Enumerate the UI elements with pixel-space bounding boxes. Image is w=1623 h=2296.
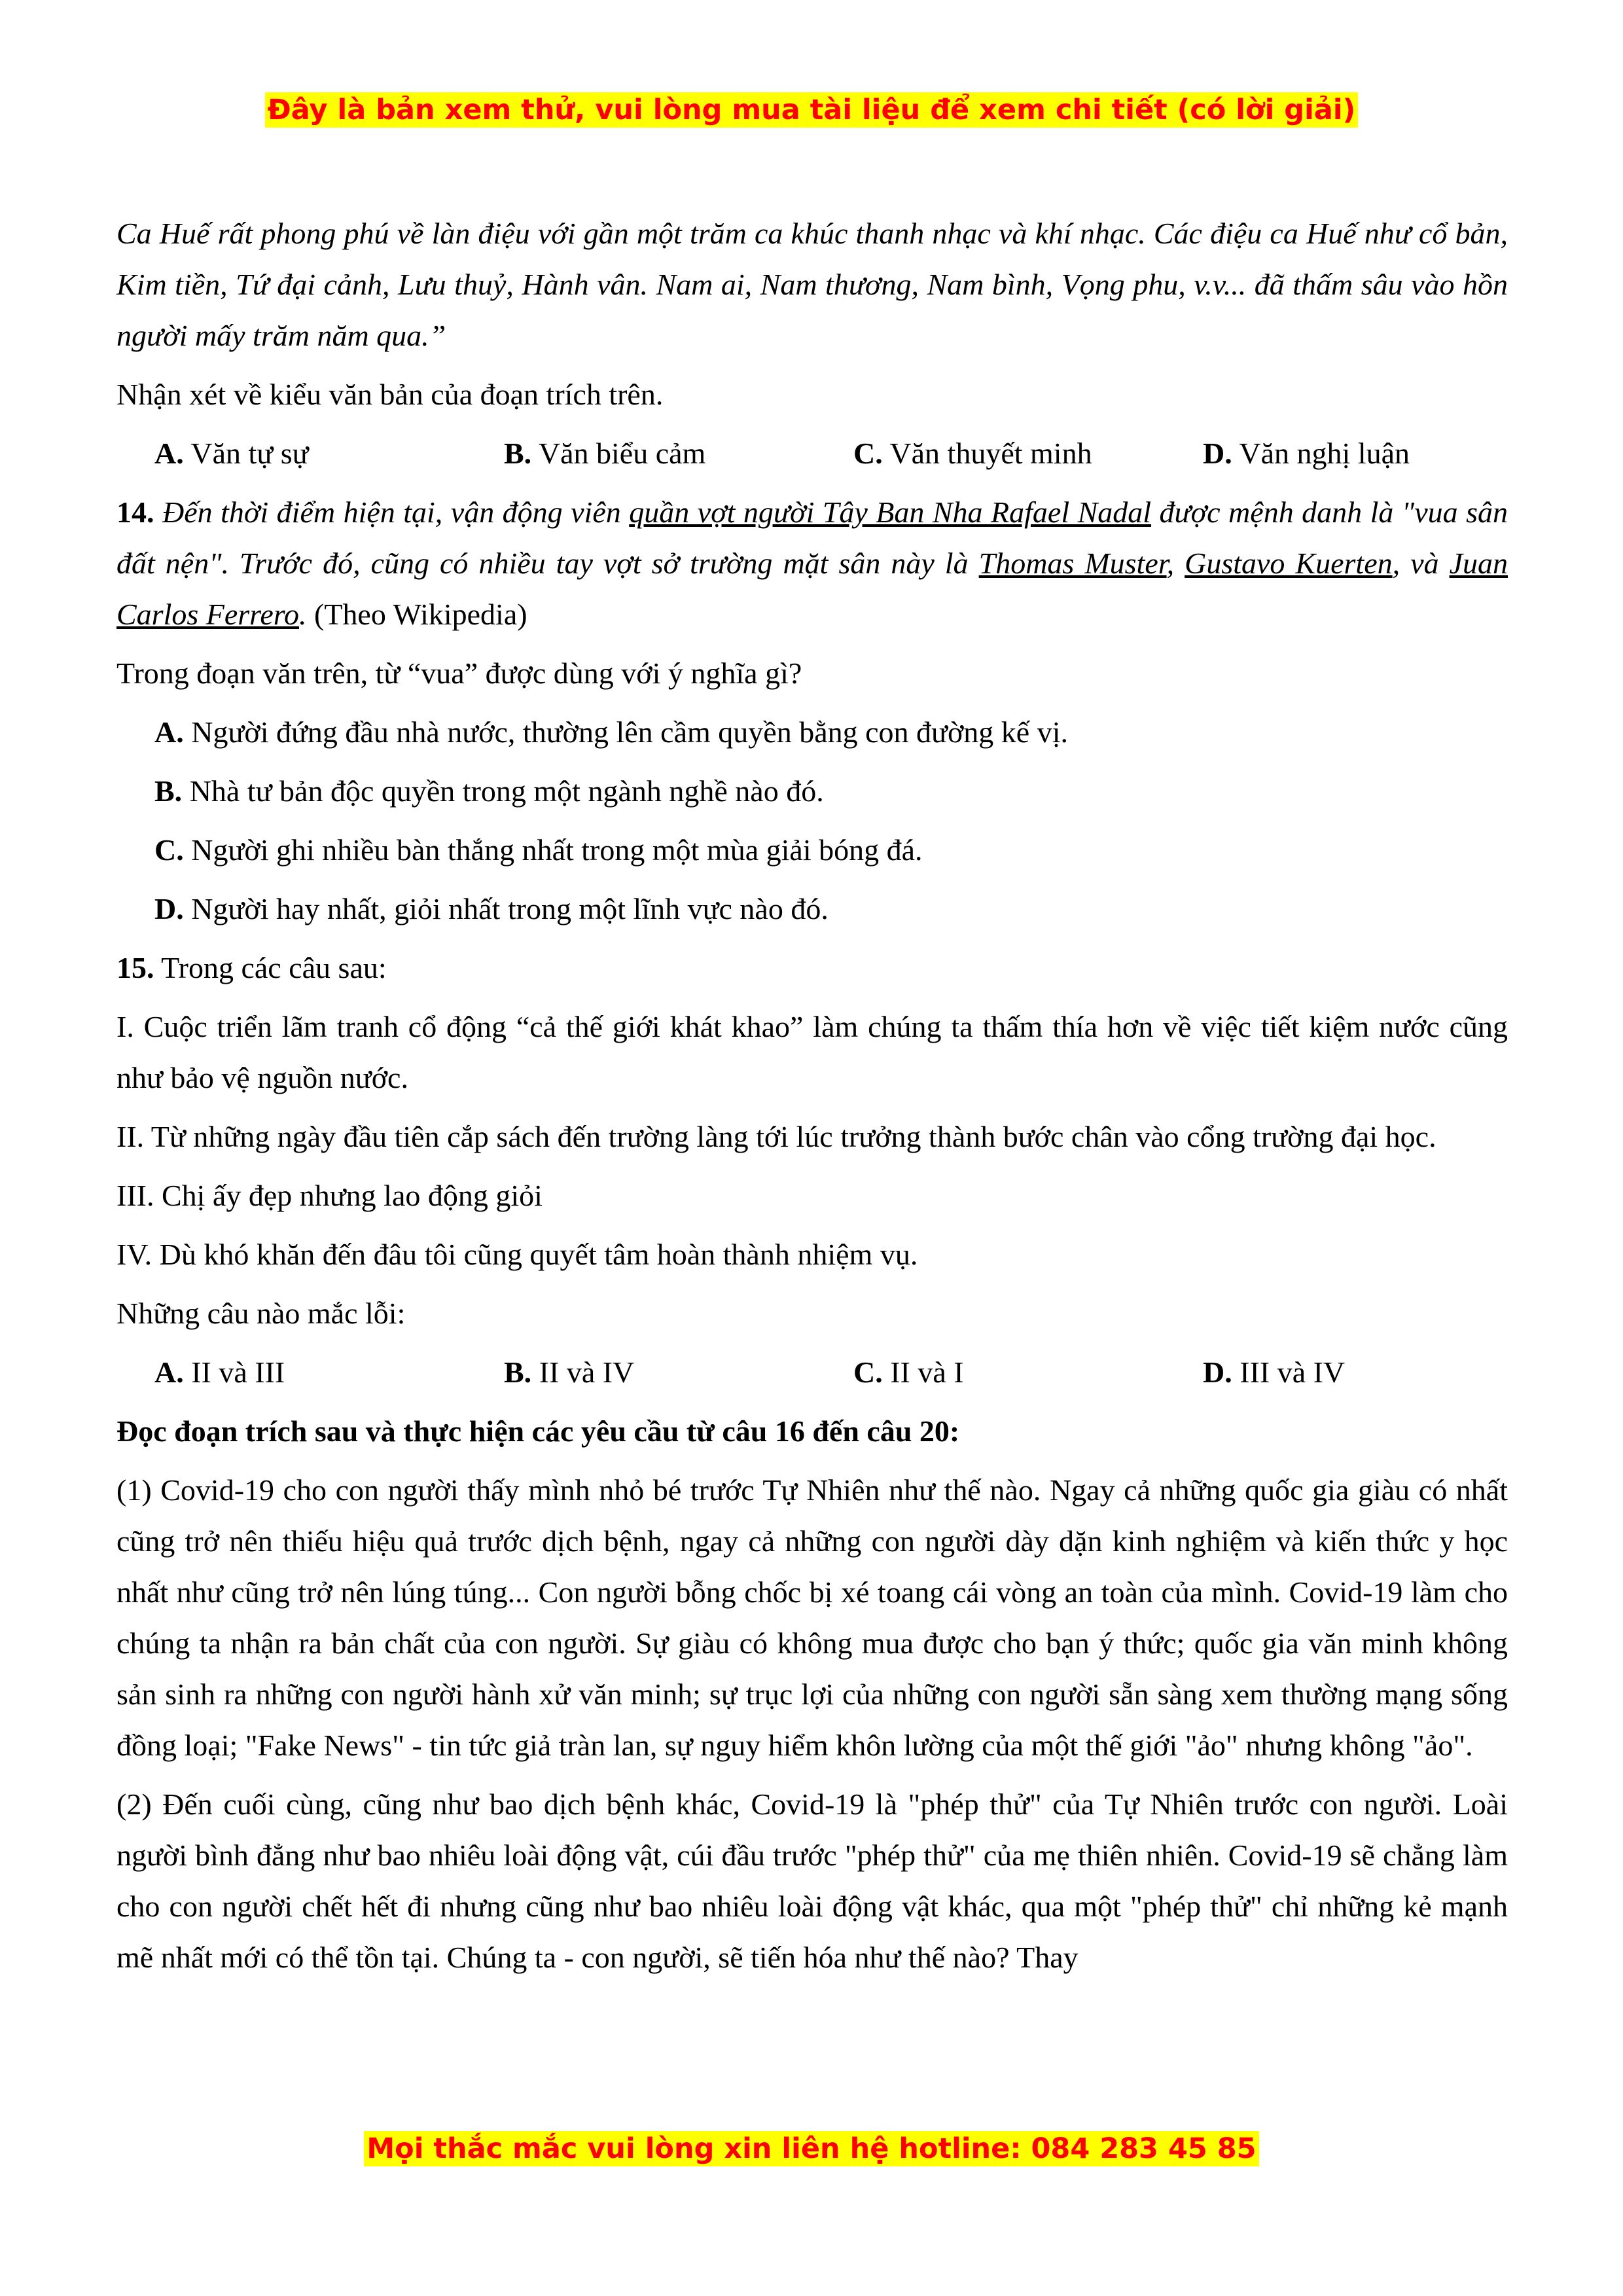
q15-options [154,1347,1508,1398]
q13-option-a[interactable]: A. Văn tự sự [154,437,309,470]
q15-option-b[interactable]: B. II và IV [504,1355,635,1389]
q13-question: Nhận xét về kiểu văn bản của đoạn trích trên. [116,378,664,411]
hotline-notice-text: Mọi thắc mắc vui lòng xin liên hệ hotline: 084 283 45 85 [364,2131,1258,2166]
q14-passage: 14. Đến thời điểm hiện tại, vận động viên quần vợt người Tây Ban Nha Rafael Nadal được mệnh danh là "vua sân đất nện". Trước đó, cũng có nhiều tay vợt sở trường mặt sân này là Thomas Muster, Gustavo Kuerten, và Juan Carlos Ferrero. (Theo Wikipedia) [116,495,1508,631]
link-rafael-nadal[interactable]: quần vợt người Tây Ban Nha Rafael Nadal [629,495,1152,529]
q15-question: Những câu nào mắc lỗi: [116,1297,406,1330]
link-thomas-muster[interactable]: Thomas Muster [978,547,1167,580]
q15-option-d[interactable]: D. III và IV [1203,1355,1346,1389]
q15-sentence-2: II. Từ những ngày đầu tiên cắp sách đến trường làng tới lúc trưởng thành bước chân vào cổng trường đại học. [116,1120,1436,1153]
link-gustavo-kuerten[interactable]: Gustavo Kuerten [1185,547,1393,580]
q14-option-b[interactable]: B. Nhà tư bản độc quyền trong một ngành nghề nào đó. [154,774,824,808]
q14-number: 14. [116,495,154,529]
reading-paragraph-2: (2) Đến cuối cùng, cũng như bao dịch bệnh khác, Covid-19 là "phép thử" của Tự Nhiên trước con người. Loài người bình đẳng như bao nhiêu loài động vật, cúi đầu trước "phép thử" của mẹ thiên nhiên. Covid-19 sẽ chẳng làm cho con người chết hết đi nhưng cũng như bao nhiêu loài động vật khác, qua một "phép thử" chỉ những kẻ mạnh mẽ nhất mới có thể tồn tại. Chúng ta - con người, sẽ tiến hóa như thế nào? Thay [116,1787,1508,1974]
preview-notice-text: Đây là bản xem thử, vui lòng mua tài liệu để xem chi tiết (có lời giải) [265,92,1358,128]
q14-option-a[interactable]: A. Người đứng đầu nhà nước, thường lên cầm quyền bằng con đường kế vị. [154,715,1068,749]
q14-source: (Theo Wikipedia) [306,598,527,631]
q13-option-b[interactable]: B. Văn biểu cảm [504,437,706,470]
q13-options [154,428,1508,479]
hotline-notice-banner [0,2130,1623,2167]
document-content [116,208,1508,1991]
q13-passage: Ca Huế rất phong phú về làn điệu với gần một trăm ca khúc thanh nhạc và khí nhạc. Các điệu ca Huế như cổ bản, Kim tiền, Tứ đại cảnh, Lưu thuỷ, Hành vân. Nam ai, Nam thương, Nam bình, Vọng phu, v.v... đã thấm sâu vào hồn người mấy trăm năm qua.” [116,217,1508,352]
q14-option-c[interactable]: C. Người ghi nhiều bàn thắng nhất trong một mùa giải bóng đá. [154,833,923,867]
q15-intro: 15. Trong các câu sau: [116,951,387,984]
q14-question: Trong đoạn văn trên, từ “vua” được dùng với ý nghĩa gì? [116,656,802,690]
q14-option-d[interactable]: D. Người hay nhất, giỏi nhất trong một lĩnh vực nào đó. [154,892,829,925]
q13-option-c[interactable]: C. Văn thuyết minh [853,437,1092,470]
reading-instruction: Đọc đoạn trích sau và thực hiện các yêu cầu từ câu 16 đến câu 20: [116,1414,960,1448]
q15-option-a[interactable]: A. II và III [154,1355,285,1389]
q15-option-c[interactable]: C. II và I [853,1355,964,1389]
reading-paragraph-1: (1) Covid-19 cho con người thấy mình nhỏ bé trước Tự Nhiên như thế nào. Ngay cả những quốc gia giàu có nhất cũng trở nên thiếu hiệu quả trước dịch bệnh, ngay cả những con người dày dặn kinh nghiệm và kiến thức y học nhất như cũng trở nên lúng túng... Con người bỗng chốc bị xé toang cái vòng an toàn của mình. Covid-19 làm cho chúng ta nhận ra bản chất của con người. Sự giàu có không mua được cho bạn ý thức; quốc gia văn minh không sản sinh ra những con người hành xử văn minh; sự trục lợi của những con người sẵn sàng xem thường mạng sống đồng loại; "Fake News" - tin tức giả tràn lan, sự nguy hiểm khôn lường của một thế giới "ảo" nhưng không "ảo". [116,1473,1508,1762]
q15-number: 15. [116,951,154,984]
q13-option-d[interactable]: D. Văn nghị luận [1203,437,1410,470]
q15-sentence-1: I. Cuộc triển lãm tranh cổ động “cả thế giới khát khao” làm chúng ta thấm thía hơn về việc tiết kiệm nước cũng như bảo vệ nguồn nước. [116,1010,1508,1094]
preview-notice-banner [0,92,1623,128]
q15-sentence-4: IV. Dù khó khăn đến đâu tôi cũng quyết tâm hoàn thành nhiệm vụ. [116,1238,918,1271]
link-juan-carlos-ferrero[interactable]: Juan Carlos Ferrero [116,547,1508,631]
q15-sentence-3: III. Chị ấy đẹp nhưng lao động giỏi [116,1179,543,1212]
